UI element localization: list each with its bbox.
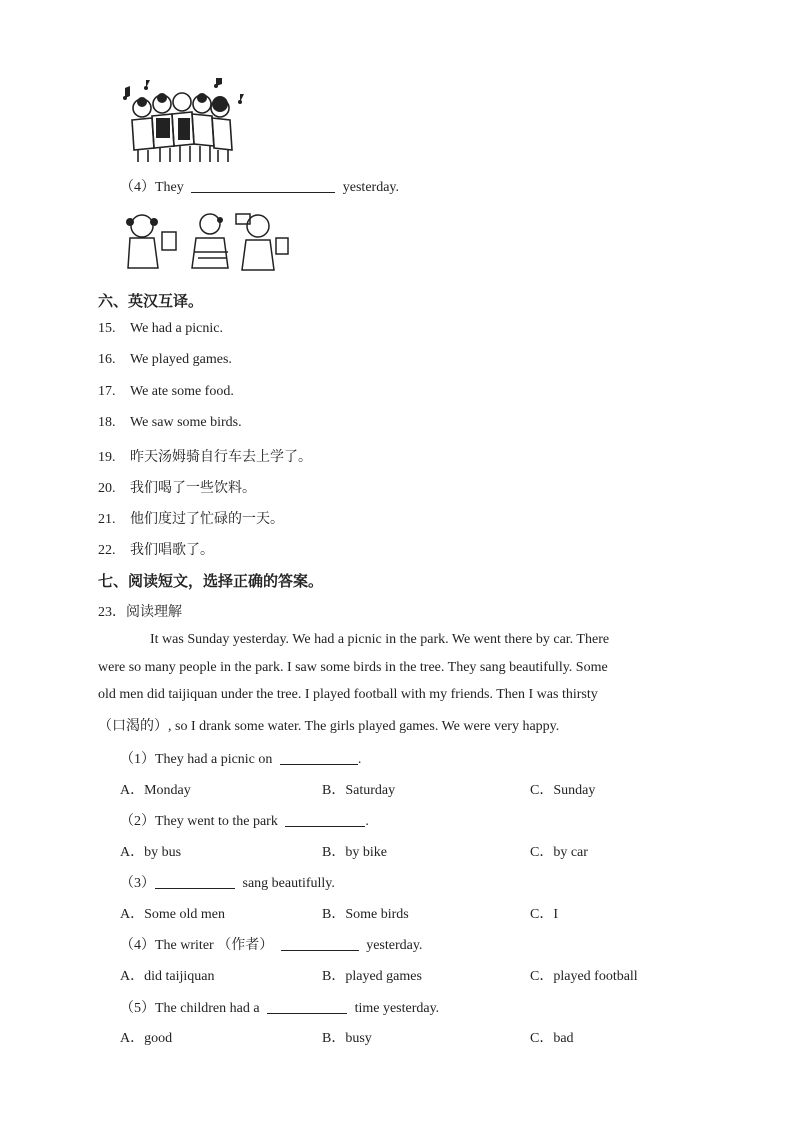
answer-blank[interactable] — [191, 178, 335, 193]
list-item — [98, 352, 232, 368]
item-text: 他们度过了忙碌的一天。 — [130, 512, 284, 527]
item-text: We played games. — [130, 352, 232, 367]
option-a[interactable]: A．did taijiquan — [120, 969, 215, 984]
list-item — [98, 415, 242, 431]
answer-blank[interactable] — [285, 812, 365, 827]
answer-blank[interactable] — [281, 936, 359, 951]
question-3 — [120, 872, 335, 892]
item-text: 我们喝了一些饮料。 — [130, 481, 256, 496]
question-suffix: yesterday. — [366, 938, 423, 953]
list-item — [98, 508, 284, 528]
passage-line: （口渴的）, so I drank some water. The girls played games. We were very happy. — [98, 719, 560, 734]
question-suffix: . — [365, 814, 369, 829]
option-a[interactable]: A．Some old men — [120, 907, 225, 922]
question-5 — [120, 997, 439, 1017]
children-reading-illustration — [120, 208, 290, 278]
option-c[interactable]: C．Sunday — [530, 783, 596, 798]
option-a[interactable]: A．good — [120, 1031, 173, 1046]
option-b[interactable]: B．Saturday — [322, 783, 396, 798]
option-c[interactable]: C．bad — [530, 1031, 574, 1046]
question-suffix: . — [357, 752, 362, 767]
item-text: We ate some food. — [130, 384, 234, 399]
question-1 — [120, 748, 361, 768]
item-number: 17. — [98, 384, 116, 399]
passage-line: It was Sunday yesterday. We had a picnic in the park. We went there by car. There — [150, 632, 610, 647]
item-number: 21. — [98, 512, 116, 527]
item-number: 22. — [98, 543, 116, 558]
section-6-heading: 六、英汉互译。 — [98, 294, 204, 310]
item-number: 20. — [98, 481, 116, 496]
answer-blank[interactable] — [280, 750, 358, 765]
q23-title: 23．阅读理解 — [98, 605, 182, 620]
option-c[interactable]: C．I — [530, 907, 558, 922]
list-item — [98, 321, 223, 337]
list-item — [98, 384, 234, 400]
option-b[interactable]: B．by bike — [322, 845, 387, 860]
list-item — [98, 477, 256, 497]
option-b[interactable]: B．Some birds — [322, 907, 409, 922]
item-number: 16. — [98, 352, 116, 367]
answer-blank[interactable] — [155, 874, 235, 889]
option-c[interactable]: C．played football — [530, 969, 638, 984]
section-7-heading: 七、阅读短文，选择正确的答案。 — [98, 574, 324, 590]
question-prefix: （4）The writer （作者） — [120, 938, 274, 953]
list-item — [98, 446, 312, 466]
passage-line: were so many people in the park. I saw some birds in the tree. They sang beautifully. Some — [98, 660, 608, 675]
question-prefix: （1）They had a picnic on — [120, 752, 273, 767]
question-suffix: time yesterday. — [354, 1001, 440, 1016]
item-number: 19. — [98, 450, 116, 465]
item-number: 15. — [98, 321, 116, 336]
item-number: 18. — [98, 415, 116, 430]
option-b[interactable]: B．busy — [322, 1031, 372, 1046]
option-c[interactable]: C．by car — [530, 845, 588, 860]
option-a[interactable]: A．by bus — [120, 845, 182, 860]
q14-item-4-prefix: （4）They — [120, 180, 184, 195]
singing-children-illustration — [120, 78, 250, 164]
question-prefix: （3） — [120, 876, 155, 891]
option-b[interactable]: B．played games — [322, 969, 422, 984]
question-suffix: sang beautifully. — [242, 876, 335, 891]
passage-line: old men did taijiquan under the tree. I played football with my friends. Then I was thirsty — [98, 687, 598, 702]
q14-item-4 — [120, 176, 399, 196]
item-text: We saw some birds. — [130, 415, 242, 430]
option-a[interactable]: A．Monday — [120, 783, 191, 798]
answer-blank[interactable] — [267, 999, 347, 1014]
item-text: 昨天汤姆骑自行车去上学了。 — [130, 450, 312, 465]
question-prefix: （5）The children had a — [120, 1001, 260, 1016]
question-2 — [120, 810, 369, 830]
q14-item-4-suffix: yesterday. — [342, 180, 399, 195]
list-item — [98, 539, 214, 559]
question-prefix: （2）They went to the park — [120, 814, 278, 829]
question-4 — [120, 934, 422, 954]
item-text: We had a picnic. — [130, 321, 223, 336]
item-text: 我们唱歌了。 — [130, 543, 214, 558]
